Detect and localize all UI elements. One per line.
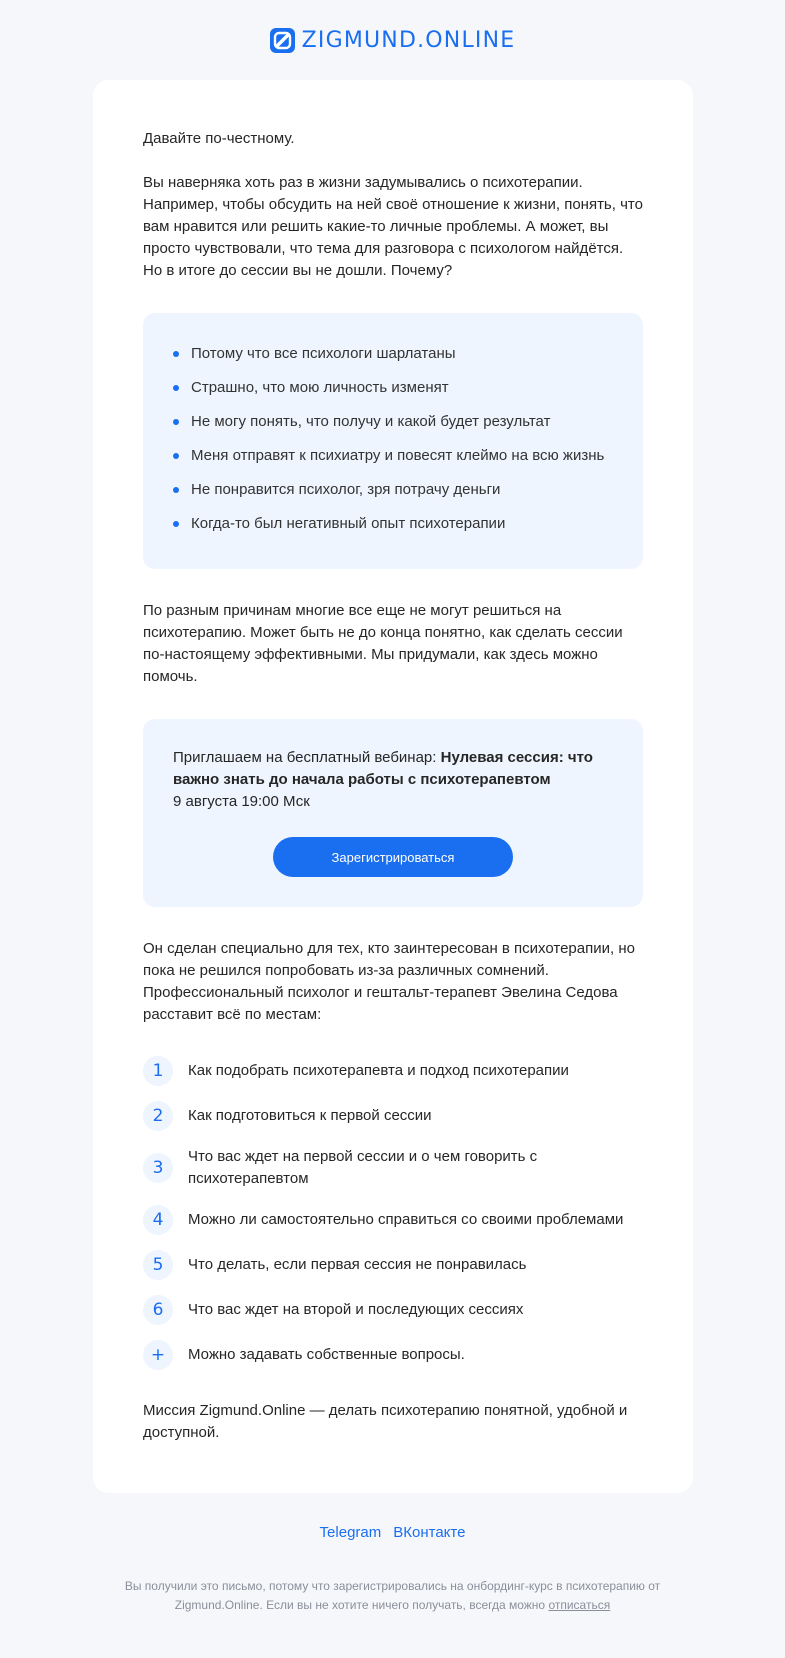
list-item [143, 1250, 643, 1280]
reason-text: Не могу понять, что получу и какой будет результат [191, 413, 551, 430]
reason-text: Страшно, что мою личность изменят [191, 379, 449, 396]
list-item [143, 1295, 643, 1325]
audience-text: Он сделан специально для тех, кто заинтересован в психотерапии, но пока не решился попробовать из-за различных сомнений. Профессиональный психолог и гештальт-терапевт Эвелина Седова расставит всё по местам: [143, 940, 635, 1023]
mission-text: Миссия Zigmund.Online — делать психотерапию понятной, удобной и доступной. [143, 1402, 628, 1441]
list-item [143, 1101, 643, 1131]
bullet-icon [173, 351, 179, 357]
webinar-title: Нулевая сессия: что важно знать до начала работы с психотерапевтом [173, 749, 593, 788]
agenda-number: 1 [143, 1056, 173, 1086]
email-header [0, 22, 785, 58]
agenda-text: Можно задавать собственные вопросы. [188, 1346, 465, 1363]
list-item [143, 1340, 643, 1370]
bullet-icon [173, 419, 179, 425]
agenda-number: + [143, 1340, 173, 1370]
bullet-icon [173, 453, 179, 459]
register-button-wrap [173, 837, 613, 877]
reason-text: Меня отправят к психиатру и повесят клеймо на всю жизнь [191, 447, 605, 464]
agenda-list [143, 1056, 643, 1370]
reason-text: Потому что все психологи шарлатаны [191, 345, 456, 362]
register-button[interactable]: Зарегистрироваться [273, 837, 513, 877]
intro-question-text: Вы наверняка хоть раз в жизни задумывались о психотерапии. Например, чтобы обсудить на ней своё отношение к жизни, понять, что вам нравится или решить какие-то личные проблемы. А может, вы просто чувствовали, что тема для разговора с психологом найдётся. Но в итоге до сессии вы не дошли. Почему? [143, 174, 643, 279]
agenda-text: Что делать, если первая сессия не понравилась [188, 1256, 527, 1273]
reasons-list [173, 343, 613, 535]
brand-name: ZIGMUND.ONLINE [301, 27, 516, 53]
bullet-icon [173, 487, 179, 493]
agenda-text: Как подготовиться к первой сессии [188, 1107, 432, 1124]
explanation-text: По разным причинам многие все еще не могут решиться на психотерапию. Может быть не до конца понятно, как сделать сессии по-настоящему эффективными. Мы придумали, как здесь можно помочь. [143, 602, 623, 685]
list-item [143, 1205, 643, 1235]
greeting-text: Давайте по-честному. [143, 130, 295, 147]
agenda-number: 5 [143, 1250, 173, 1280]
webinar-box [143, 719, 643, 907]
webinar-invite [173, 747, 613, 791]
reasons-box [143, 313, 643, 569]
agenda-text: Как подобрать психотерапевта и подход психотерапии [188, 1062, 569, 1079]
email-content [143, 128, 643, 1444]
list-item [173, 479, 613, 501]
agenda-number: 3 [143, 1153, 173, 1183]
brand-logo[interactable] [270, 28, 516, 53]
bullet-icon [173, 521, 179, 527]
list-item [173, 445, 613, 467]
telegram-link[interactable]: Telegram [319, 1524, 382, 1541]
email-card [93, 80, 693, 1493]
footer-note [110, 1577, 675, 1615]
agenda-text: Что вас ждет на первой сессии и о чем говорить с психотерапевтом [188, 1148, 538, 1187]
agenda-number: 4 [143, 1205, 173, 1235]
unsubscribe-link[interactable]: отписаться [548, 1598, 611, 1612]
list-item [173, 377, 613, 399]
zigmund-logo-icon [270, 28, 295, 53]
reason-text: Не понравится психолог, зря потрачу деньги [191, 481, 501, 498]
reason-text: Когда-то был негативный опыт психотерапии [191, 515, 506, 532]
list-item [143, 1146, 643, 1190]
social-links [0, 1522, 785, 1544]
webinar-date: 9 августа 19:00 Мск [173, 793, 310, 810]
vk-link[interactable]: ВКонтакте [393, 1524, 466, 1541]
bullet-icon [173, 385, 179, 391]
list-item [143, 1056, 643, 1086]
list-item [173, 343, 613, 365]
agenda-number: 6 [143, 1295, 173, 1325]
footer-text: Вы получили это письмо, потому что зарегистрировались на онбординг-курс в психотерапию от Zigmund.Online. Если вы не хотите ничего получать, всегда можно [124, 1579, 661, 1612]
webinar-invite-text: Приглашаем на бесплатный вебинар: [173, 749, 441, 766]
list-item [173, 411, 613, 433]
list-item [173, 513, 613, 535]
agenda-number: 2 [143, 1101, 173, 1131]
agenda-text: Что вас ждет на второй и последующих сессиях [188, 1301, 524, 1318]
agenda-text: Можно ли самостоятельно справиться со своими проблемами [188, 1211, 624, 1228]
